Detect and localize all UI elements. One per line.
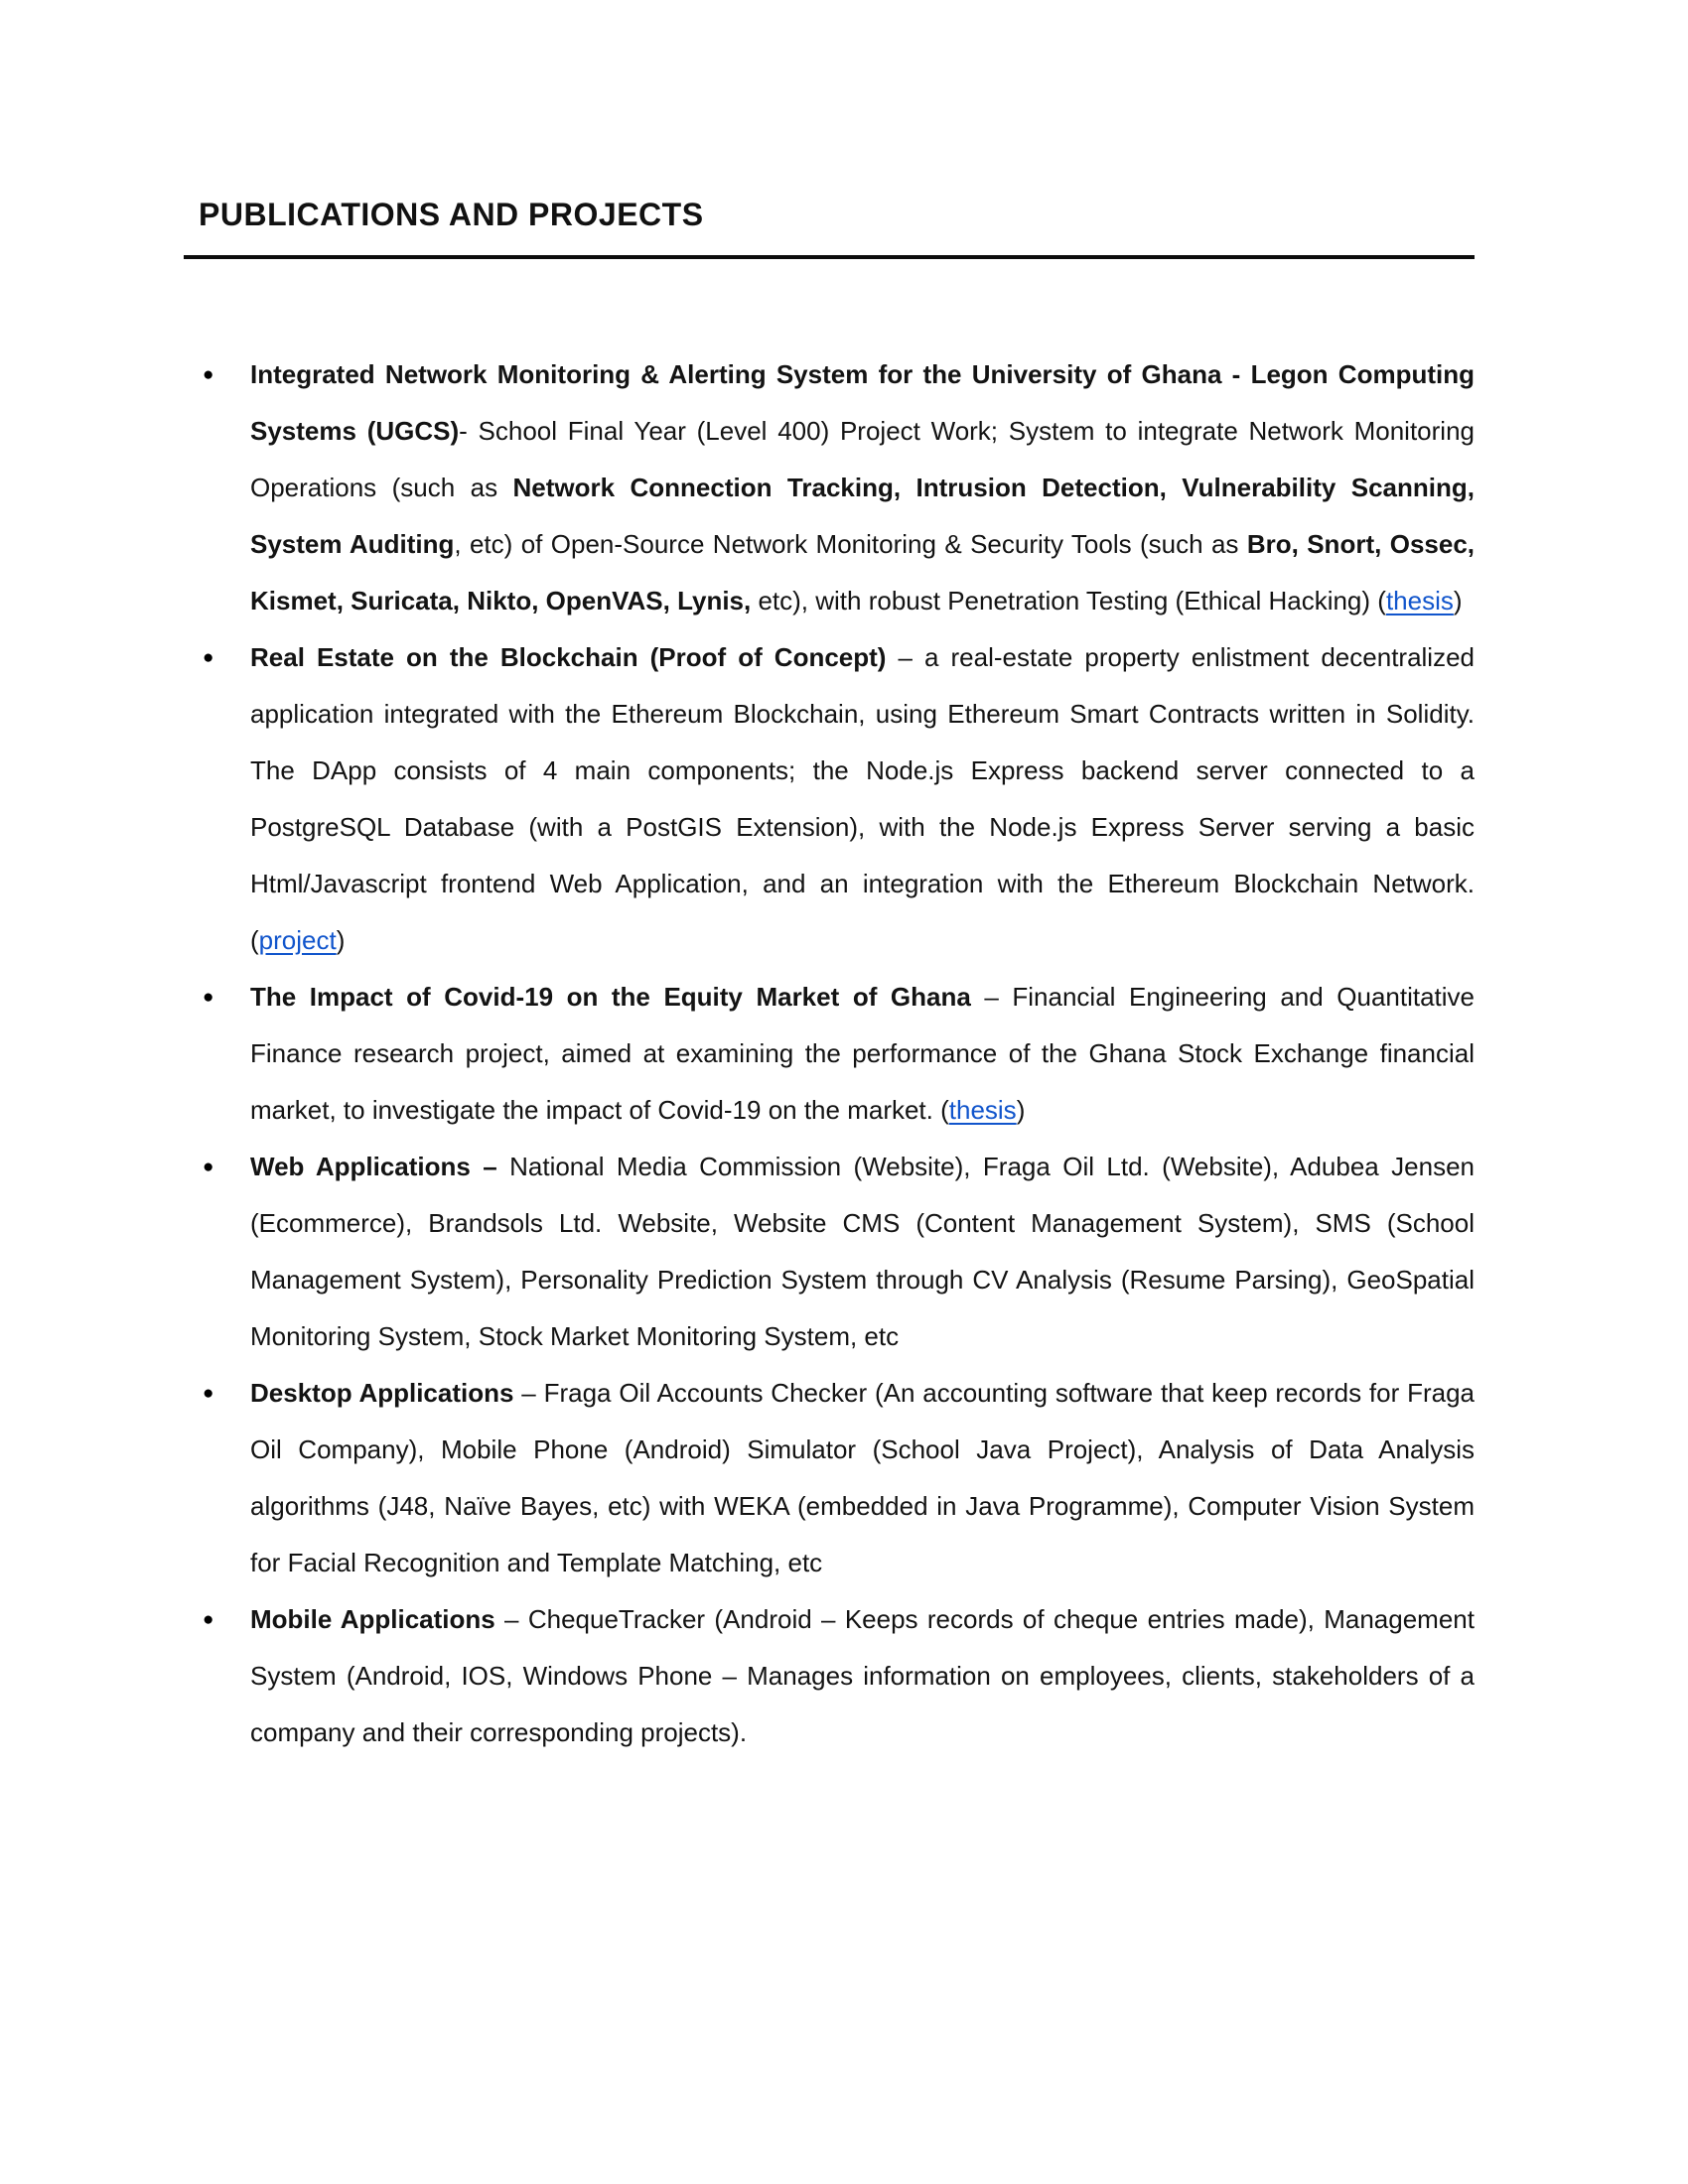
body-text: – Financial Engineering and Quantitative Finance research project, aimed at examining the performance of the Ghana Stock Exchange financial market, to investigate the impact of Covid-19 on the market. ( xyxy=(250,982,1476,1125)
body-text: – a real-estate property enlistment decentralized application integrated with the Ethereum Blockchain, using Ethereum Smart Contracts written in Solidity. The DApp consists of 4 main components; the Node.js Express backend server connected to a PostgreSQL Database (with a PostGIS Extension), with the Node.js Express Server serving a basic Html/Javascript frontend Web Application, and an integration with the Ethereum Blockchain Network. ( xyxy=(250,642,1476,955)
bold-text: Network Connection Tracking, Intrusion Detection, Vulnerability Scanning, System Auditing xyxy=(250,473,1475,559)
bold-text: Bro, Snort, Ossec, Kismet, Suricata, Nikto, OpenVAS, Lynis, xyxy=(250,529,1476,615)
body-text: – Fraga Oil Accounts Checker (An accounting software that keep records for Fraga Oil Company), Mobile Phone (Android) Simulator (School Java Project), Analysis of Data Analysis algorithms (J48, Naïve Bayes, etc) with WEKA (embedded in Java Programme), Computer Vision System for Facial Recognition and Template Matching, etc xyxy=(250,1378,1475,1577)
body-text: – ChequeTracker (Android – Keeps records of cheque entries made), Management System (Android, IOS, Windows Phone – Manages information on employees, clients, stakeholders of a company and their corresponding projects). xyxy=(250,1604,1475,1747)
bullet-icon: ● xyxy=(203,647,214,668)
list-item xyxy=(199,346,1475,629)
publications-list xyxy=(199,346,1475,1761)
body-text: National Media Commission (Website), Fraga Oil Ltd. (Website), Adubea Jensen (Ecommerce), Brandsols Ltd. Website, Website CMS (Content Management System), SMS (School Management System), Personality Prediction System through CV Analysis (Resume Parsing), GeoSpatial Monitoring System, Stock Market Monitoring System, etc xyxy=(250,1152,1475,1351)
list-item xyxy=(199,969,1475,1139)
section-heading: PUBLICATIONS AND PROJECTS xyxy=(199,197,704,232)
body-text: ) xyxy=(336,925,346,955)
list-item xyxy=(199,1365,1475,1591)
bullet-icon: ● xyxy=(203,364,214,385)
bold-text: Web Applications – xyxy=(250,1152,497,1181)
body-text: ) xyxy=(1016,1095,1026,1125)
bullet-icon: ● xyxy=(203,1609,214,1630)
list-item xyxy=(199,1591,1475,1761)
project-link-blockchain[interactable]: project xyxy=(258,925,337,955)
list-item xyxy=(199,629,1475,969)
bold-text: Desktop Applications xyxy=(250,1378,514,1408)
bold-text: The Impact of Covid-19 on the Equity Market of Ghana xyxy=(250,982,971,1012)
body-text: etc), with robust Penetration Testing (Ethical Hacking) ( xyxy=(751,586,1386,615)
list-item xyxy=(199,1139,1475,1365)
document-page xyxy=(199,192,1475,1761)
bold-text: Mobile Applications xyxy=(250,1604,495,1634)
body-text: , etc) of Open-Source Network Monitoring & Security Tools (such as xyxy=(454,529,1247,559)
body-text: ) xyxy=(1453,586,1463,615)
thesis-link-ugcs[interactable]: thesis xyxy=(1385,586,1454,615)
section-divider xyxy=(184,255,1475,259)
bullet-icon: ● xyxy=(203,1383,214,1404)
bullet-icon: ● xyxy=(203,987,214,1008)
bold-text: Integrated Network Monitoring & Alerting System for the University of Ghana - Legon Computing Systems (UGCS) xyxy=(250,359,1475,446)
bold-text: Real Estate on the Blockchain (Proof of Concept) xyxy=(250,642,887,672)
body-text: - School Final Year (Level 400) Project Work; System to integrate Network Monitoring Operations (such as xyxy=(250,416,1475,502)
thesis-link-covid[interactable]: thesis xyxy=(948,1095,1017,1125)
bullet-icon: ● xyxy=(203,1157,214,1177)
